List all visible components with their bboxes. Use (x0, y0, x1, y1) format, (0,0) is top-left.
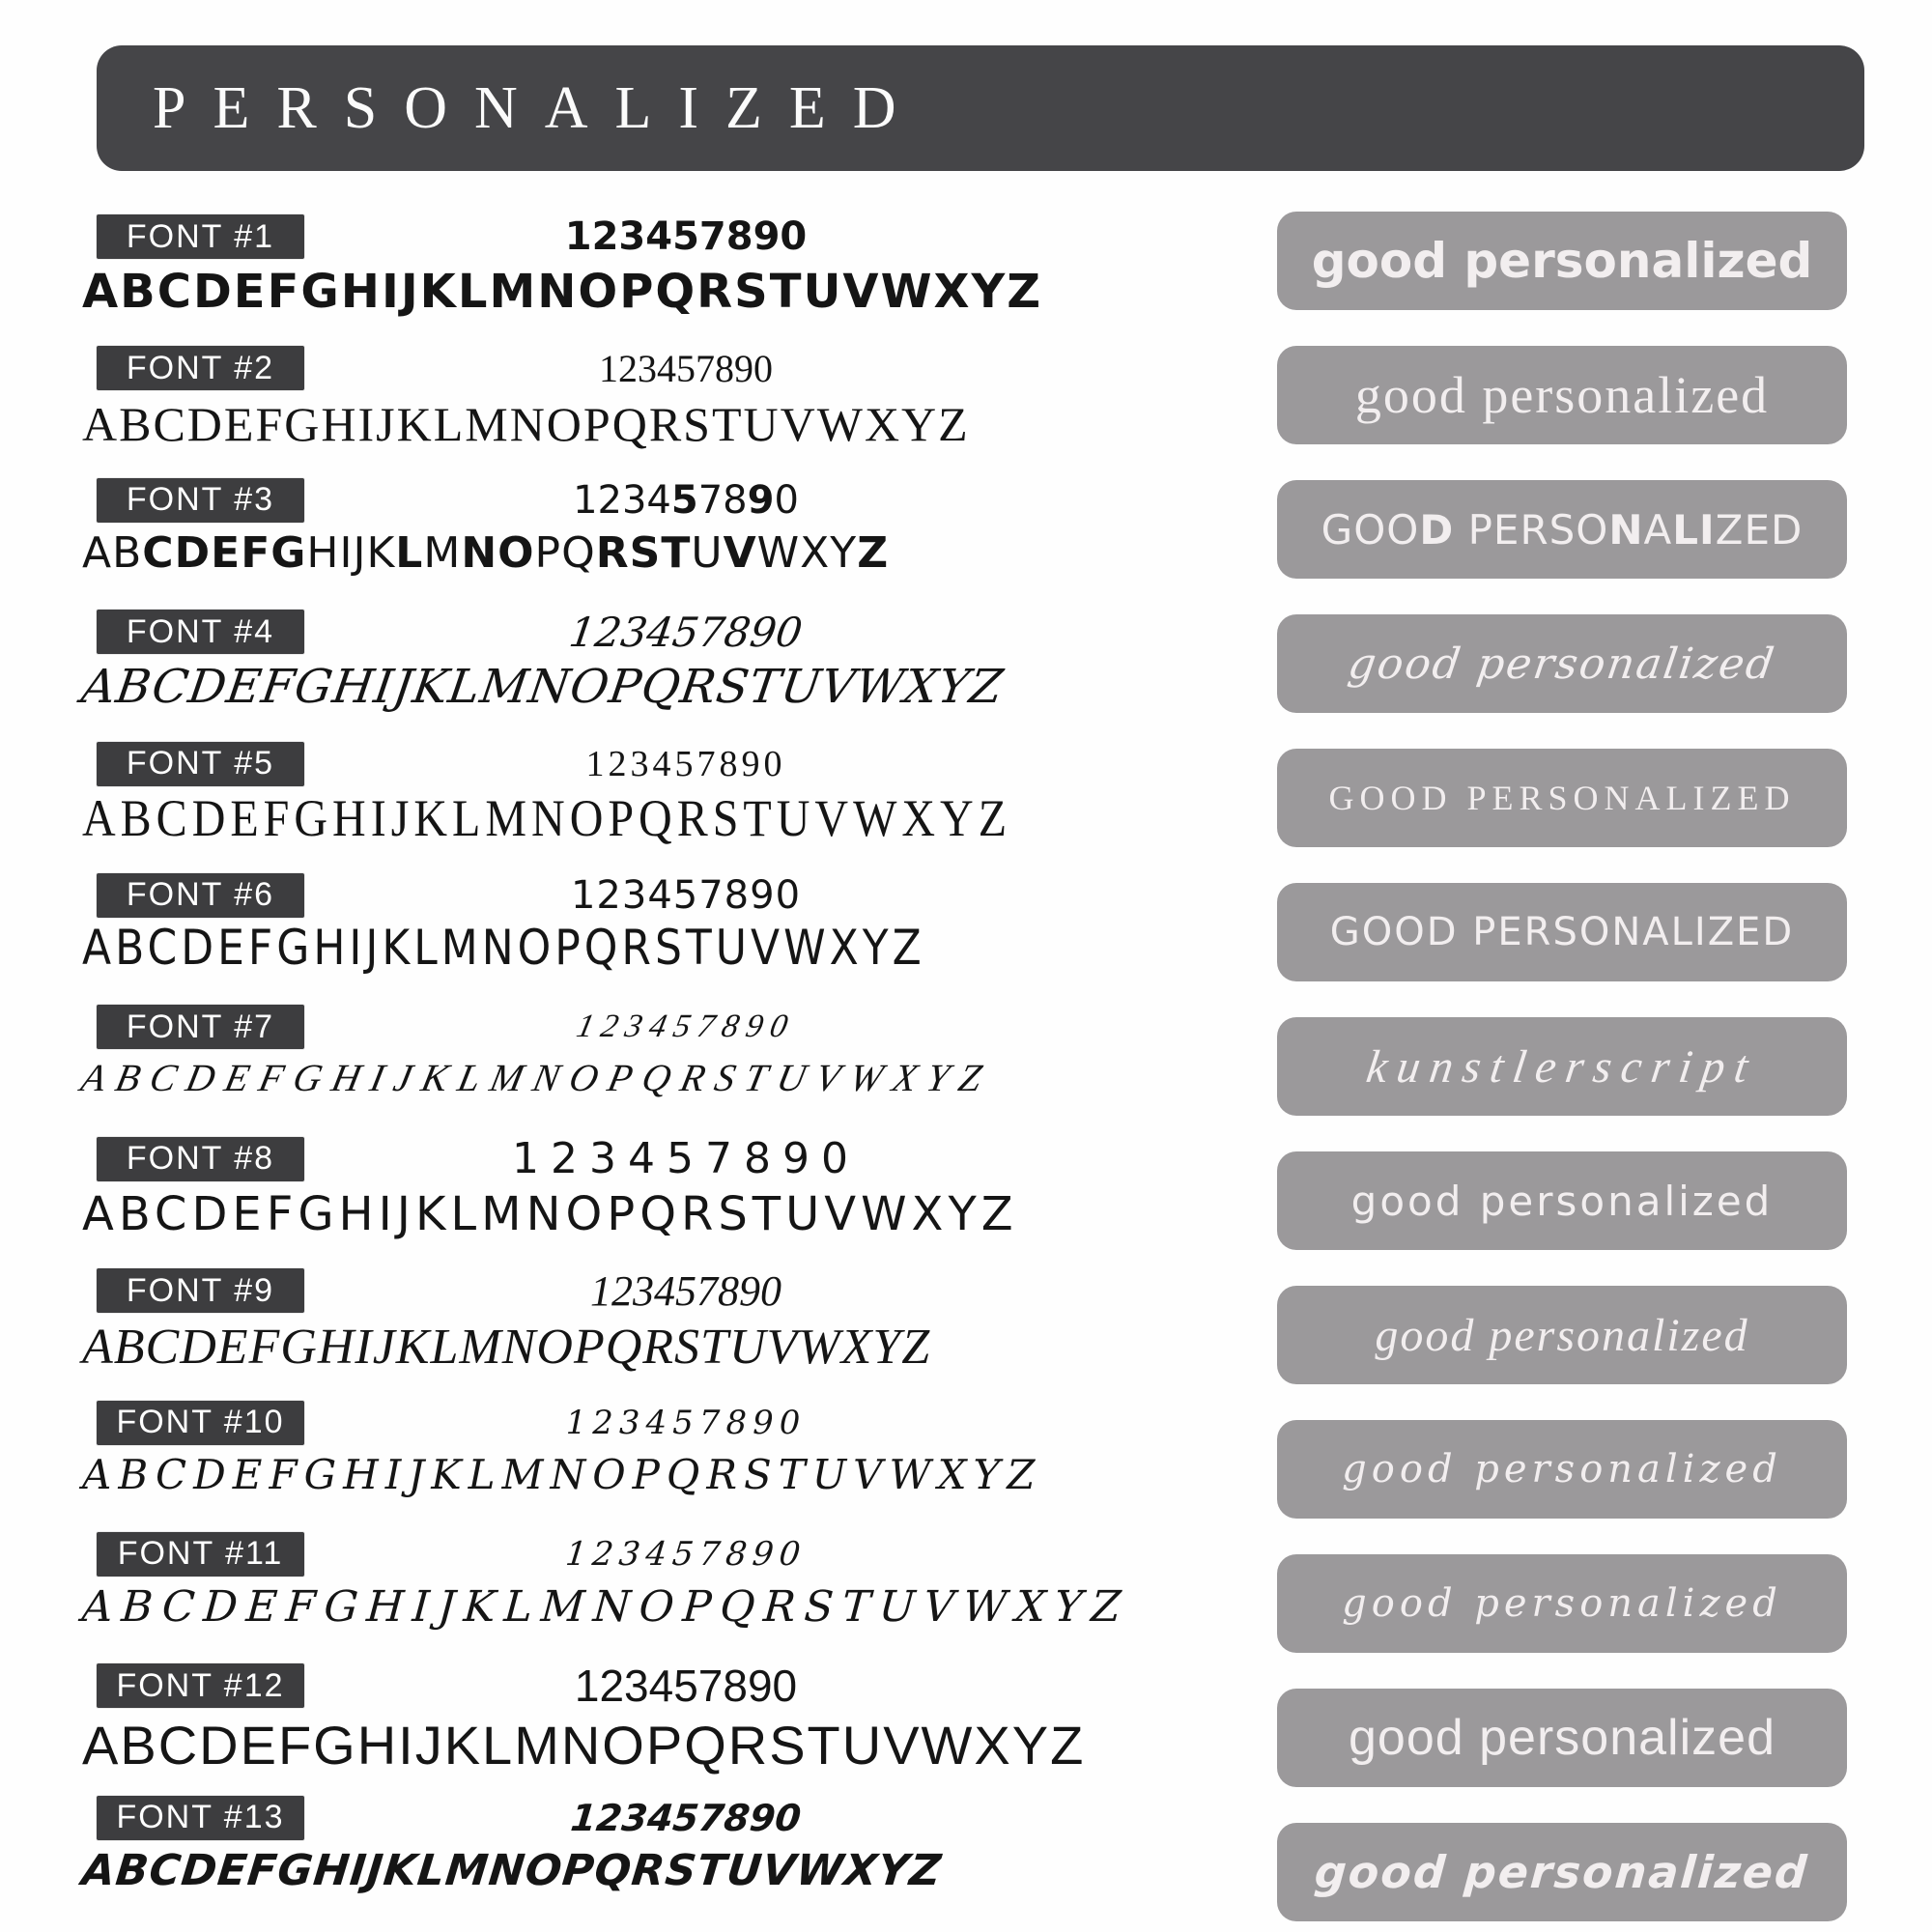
preview-box (1277, 1420, 1847, 1519)
preview-box (1277, 883, 1847, 981)
alphabet-sample: ABCDEFGHIJKLMNOPQRSTUVWXYZ (82, 265, 1043, 319)
font-label: FONT #13 (97, 1796, 304, 1840)
preview-text: good personalized (1349, 1710, 1776, 1766)
digits-sample: 123457890 (574, 1661, 798, 1712)
page-title: PERSONALIZED (153, 74, 923, 141)
preview-text: good personalized (1350, 1177, 1774, 1225)
preview-text: kunstlerscript (1363, 1040, 1761, 1093)
font-label: FONT #11 (97, 1532, 304, 1577)
alphabet-sample: ABCDEFGHIJKLMNOPQRSTUVWXYZ (82, 1450, 1042, 1498)
digits-sample: 123457890 (599, 346, 773, 390)
alphabet-sample: ABCDEFGHIJKLMNOPQRSTUVWXYZ (82, 1320, 931, 1376)
preview-box (1277, 1689, 1847, 1787)
preview-text: good personalized (1313, 1846, 1811, 1898)
font-row (0, 1401, 1256, 1532)
preview-text: good personalized (1342, 1447, 1782, 1492)
alphabet-sample: ABCDEFGHIJKLMNOPQRSTUVWXYZ (80, 1581, 1131, 1632)
digits-sample: 123457890 (585, 743, 786, 784)
preview-column (1277, 212, 1847, 1932)
preview-text: good personalized (1342, 1581, 1782, 1626)
alphabet-sample: ABCDEFGHIJKLMNOPQRSTUVWXYZ (79, 1845, 945, 1895)
alphabet-sample: ABCDEFGHIJKLMNOPQRSTUVWXYZ (82, 397, 970, 452)
preview-text: GOOD PERSONALIZED (1329, 910, 1795, 954)
font-row (0, 1268, 1256, 1400)
alphabet-sample: ABCDEFGHIJKLMNOPQRSTUVWXYZ (82, 789, 1012, 847)
digits-sample: 123457890 (564, 214, 808, 259)
font-row (0, 1532, 1256, 1663)
font-label: FONT #6 (97, 873, 304, 918)
preview-box (1277, 1286, 1847, 1384)
preview-box (1277, 614, 1847, 713)
preview-text: good personalized (1375, 1309, 1749, 1361)
alphabet-sample: ABCDEFGHIJKLMNOPQRSTUVWXYZ (82, 1186, 1018, 1241)
font-row (0, 1796, 1256, 1927)
font-label: FONT #1 (97, 214, 304, 259)
font-row (0, 1134, 1256, 1268)
font-row (0, 610, 1256, 741)
font-label: FONT #2 (97, 346, 304, 390)
preview-box (1277, 749, 1847, 847)
digits-sample: 123457890 (566, 608, 806, 656)
font-list (0, 214, 1256, 1927)
digits-sample: 123457890 (565, 1403, 807, 1442)
font-row (0, 1005, 1256, 1136)
preview-box (1277, 1823, 1847, 1921)
alphabet-sample: ABCDEFGHIJKLMNOPQRSTUVWXYZ (78, 660, 1008, 715)
preview-box (1277, 1151, 1847, 1250)
alphabet-sample: ABCDEFGHIJKLMNOPQRSTUVWXYZ (82, 527, 890, 578)
font-row (0, 478, 1256, 610)
preview-text: GOOD PERSONALIZED (1321, 505, 1804, 554)
font-row (0, 742, 1256, 873)
font-label: FONT #9 (97, 1268, 304, 1313)
font-label: FONT #4 (97, 610, 304, 654)
font-label: FONT #8 (97, 1137, 304, 1181)
preview-box (1277, 346, 1847, 444)
preview-box (1277, 480, 1847, 579)
digits-sample: 123457890 (563, 1534, 809, 1574)
digits-sample: 123457890 (573, 1009, 799, 1045)
header-bar (97, 45, 1864, 171)
preview-box (1277, 1017, 1847, 1116)
digits-sample: 123457890 (570, 872, 802, 918)
font-row (0, 346, 1256, 477)
preview-box (1277, 1554, 1847, 1653)
digits-sample: 123457890 (512, 1134, 860, 1184)
font-row (0, 214, 1256, 346)
alphabet-sample: ABCDEFGHIJKLMNOPQRSTUVWXYZ (77, 1056, 997, 1100)
preview-text: good personalized (1354, 366, 1770, 424)
digits-sample: 1 2 3 4 5 7 8 9 0 (573, 477, 799, 523)
font-label: FONT #12 (97, 1663, 304, 1708)
preview-text: good personalized (1311, 233, 1813, 289)
font-label: FONT #5 (97, 742, 304, 786)
preview-text: good personalized (1345, 639, 1779, 689)
alphabet-sample: ABCDEFGHIJKLMNOPQRSTUVWXYZ (82, 920, 925, 977)
digits-sample: 123457890 (568, 1796, 804, 1839)
preview-box (1277, 212, 1847, 310)
digits-sample: 123457890 (590, 1266, 781, 1315)
font-label: FONT #3 (97, 478, 304, 523)
preview-text: GOOD PERSONALIZED (1328, 779, 1796, 817)
font-label: FONT #10 (97, 1401, 304, 1445)
alphabet-sample: ABCDEFGHIJKLMNOPQRSTUVWXYZ (82, 1715, 1086, 1776)
font-label: FONT #7 (97, 1005, 304, 1049)
font-row (0, 873, 1256, 1005)
font-row (0, 1663, 1256, 1795)
